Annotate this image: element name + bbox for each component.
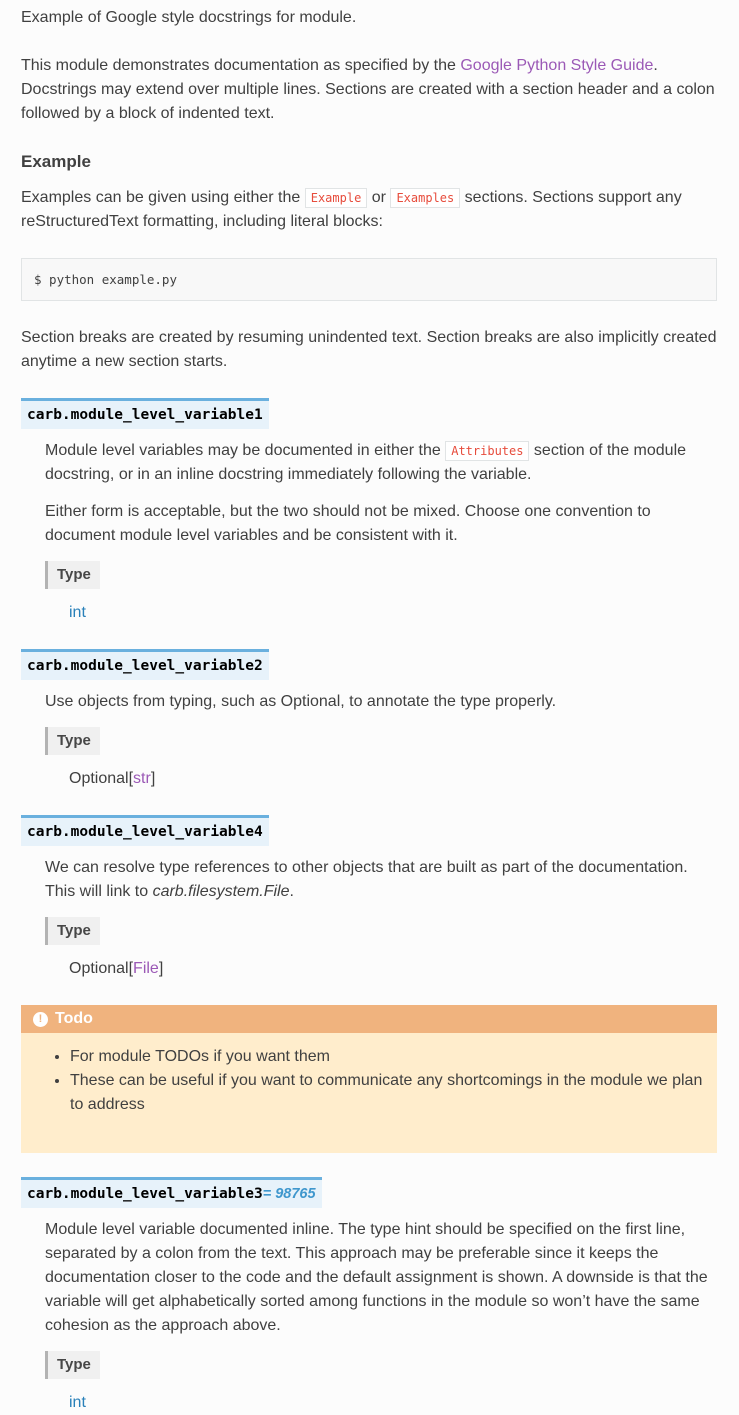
signature-name: carb.module_level_variable1 (27, 407, 263, 423)
todo-list-item: • For module TODOs if you want them (70, 1045, 705, 1069)
text-segment: ] (150, 770, 156, 787)
module-description (21, 54, 717, 126)
emphasis-text: carb.filesystem.File (152, 883, 290, 900)
doc-link-visited[interactable]: Google Python Style Guide (460, 57, 654, 74)
text-segment: Module level variables may be documented in either the (45, 442, 446, 459)
field-label-type: Type (45, 727, 100, 755)
description-paragraph (45, 1218, 717, 1338)
definition-module-level-variable4 (21, 815, 717, 981)
text-segment: Example of Google style docstrings for module. (21, 9, 357, 26)
text-segment: We can resolve type references to other objects that are built as part of the documentation. This will link to (45, 859, 688, 900)
doc-link[interactable]: int (69, 604, 86, 621)
inline-code-literal: Example (305, 188, 368, 208)
field-list (45, 917, 717, 981)
doc-link-visited[interactable]: File (133, 960, 159, 977)
section-breaks-paragraph (21, 326, 717, 374)
signature-name: carb.module_level_variable4 (27, 824, 263, 840)
todo-list-item: • These can be useful if you want to communicate any shortcomings in the module we plan to address (70, 1069, 705, 1117)
definition-module-level-variable2 (21, 649, 717, 791)
description-paragraph (45, 856, 717, 904)
definition-module-level-variable1 (21, 398, 717, 625)
field-label-type: Type (45, 561, 100, 589)
todo-admonition-title (21, 1005, 717, 1033)
text-segment: Optional[ (69, 770, 134, 787)
definition-body (45, 856, 717, 981)
field-label-type: Type (45, 917, 100, 945)
text-segment: Optional[ (69, 960, 134, 977)
field-list (45, 561, 717, 625)
definition-body (45, 1218, 717, 1415)
definition-body (45, 690, 717, 791)
doc-link-visited[interactable]: str (133, 770, 151, 787)
exclamation-circle-icon: ! (33, 1012, 48, 1027)
text-segment: Examples can be given using either the (21, 189, 305, 206)
signature-module-level-variable2 (21, 649, 269, 680)
todo-admonition (21, 1005, 717, 1153)
signature-name: carb.module_level_variable2 (27, 658, 263, 674)
text-segment: Section breaks are created by resuming unindented text. Section breaks are also implicitly created anytime a new section starts. (21, 329, 717, 370)
inline-code-literal: Examples (390, 188, 460, 208)
text-segment: . Docstrings may extend over multiple lines. Sections are created with a section header and a colon followed by a block of indented text. (21, 57, 715, 122)
field-label-type: Type (45, 1351, 100, 1379)
type-value (69, 957, 717, 981)
type-value (69, 767, 717, 791)
doc-link[interactable]: int (69, 1394, 86, 1411)
signature-module-level-variable4 (21, 815, 269, 846)
signature-default-value: = 98765 (262, 1186, 316, 1202)
text-segment: or (367, 189, 391, 206)
field-list (45, 727, 717, 791)
field-value (69, 767, 717, 791)
rubric-example: Example (21, 152, 91, 171)
text-segment: section of the module docstring, or in an inline docstring immediately following the variable. (45, 442, 687, 483)
field-value (69, 1391, 717, 1415)
text-segment: Either form is acceptable, but the two should not be mixed. Choose one convention to document module level variables and be consistent with it. (45, 503, 651, 544)
signature-module-level-variable1 (21, 398, 269, 429)
text-segment: Module level variable documented inline. The type hint should be specified on the first line, separated by a colon from the text. This approach may be preferable since it keeps the documentation closer to the code and the default assignment is shown. A downside is that the variable will get alphabetically sorted among functions in the module so won’t have the same cohesion as the approach above. (45, 1221, 708, 1334)
definition-body (45, 439, 717, 625)
description-paragraph (45, 500, 717, 548)
type-value (69, 601, 717, 625)
text-segment: sections. Sections support any reStructuredText formatting, including literal blocks: (21, 189, 682, 230)
signature-name: carb.module_level_variable3 (27, 1186, 263, 1202)
definition-module-level-variable3 (21, 1177, 717, 1415)
text-segment: . (289, 883, 294, 900)
field-value (69, 601, 717, 625)
description-paragraph (45, 439, 717, 487)
text-segment: ] (158, 960, 164, 977)
todo-admonition-body (21, 1033, 717, 1153)
signature-module-level-variable3 (21, 1177, 322, 1208)
inline-code-literal: Attributes (445, 441, 529, 461)
field-value (69, 957, 717, 981)
code-block: $ python example.py (21, 258, 717, 301)
module-summary (21, 6, 717, 30)
text-segment: This module demonstrates documentation as specified by the (21, 57, 461, 74)
description-paragraph (45, 690, 717, 714)
examples-paragraph (21, 186, 717, 234)
field-list (45, 1351, 717, 1415)
type-value (69, 1391, 717, 1415)
todo-title-label: Todo (55, 1010, 93, 1027)
text-segment: Use objects from typing, such as Optional, to annotate the type properly. (45, 693, 557, 710)
todo-list (33, 1045, 705, 1117)
